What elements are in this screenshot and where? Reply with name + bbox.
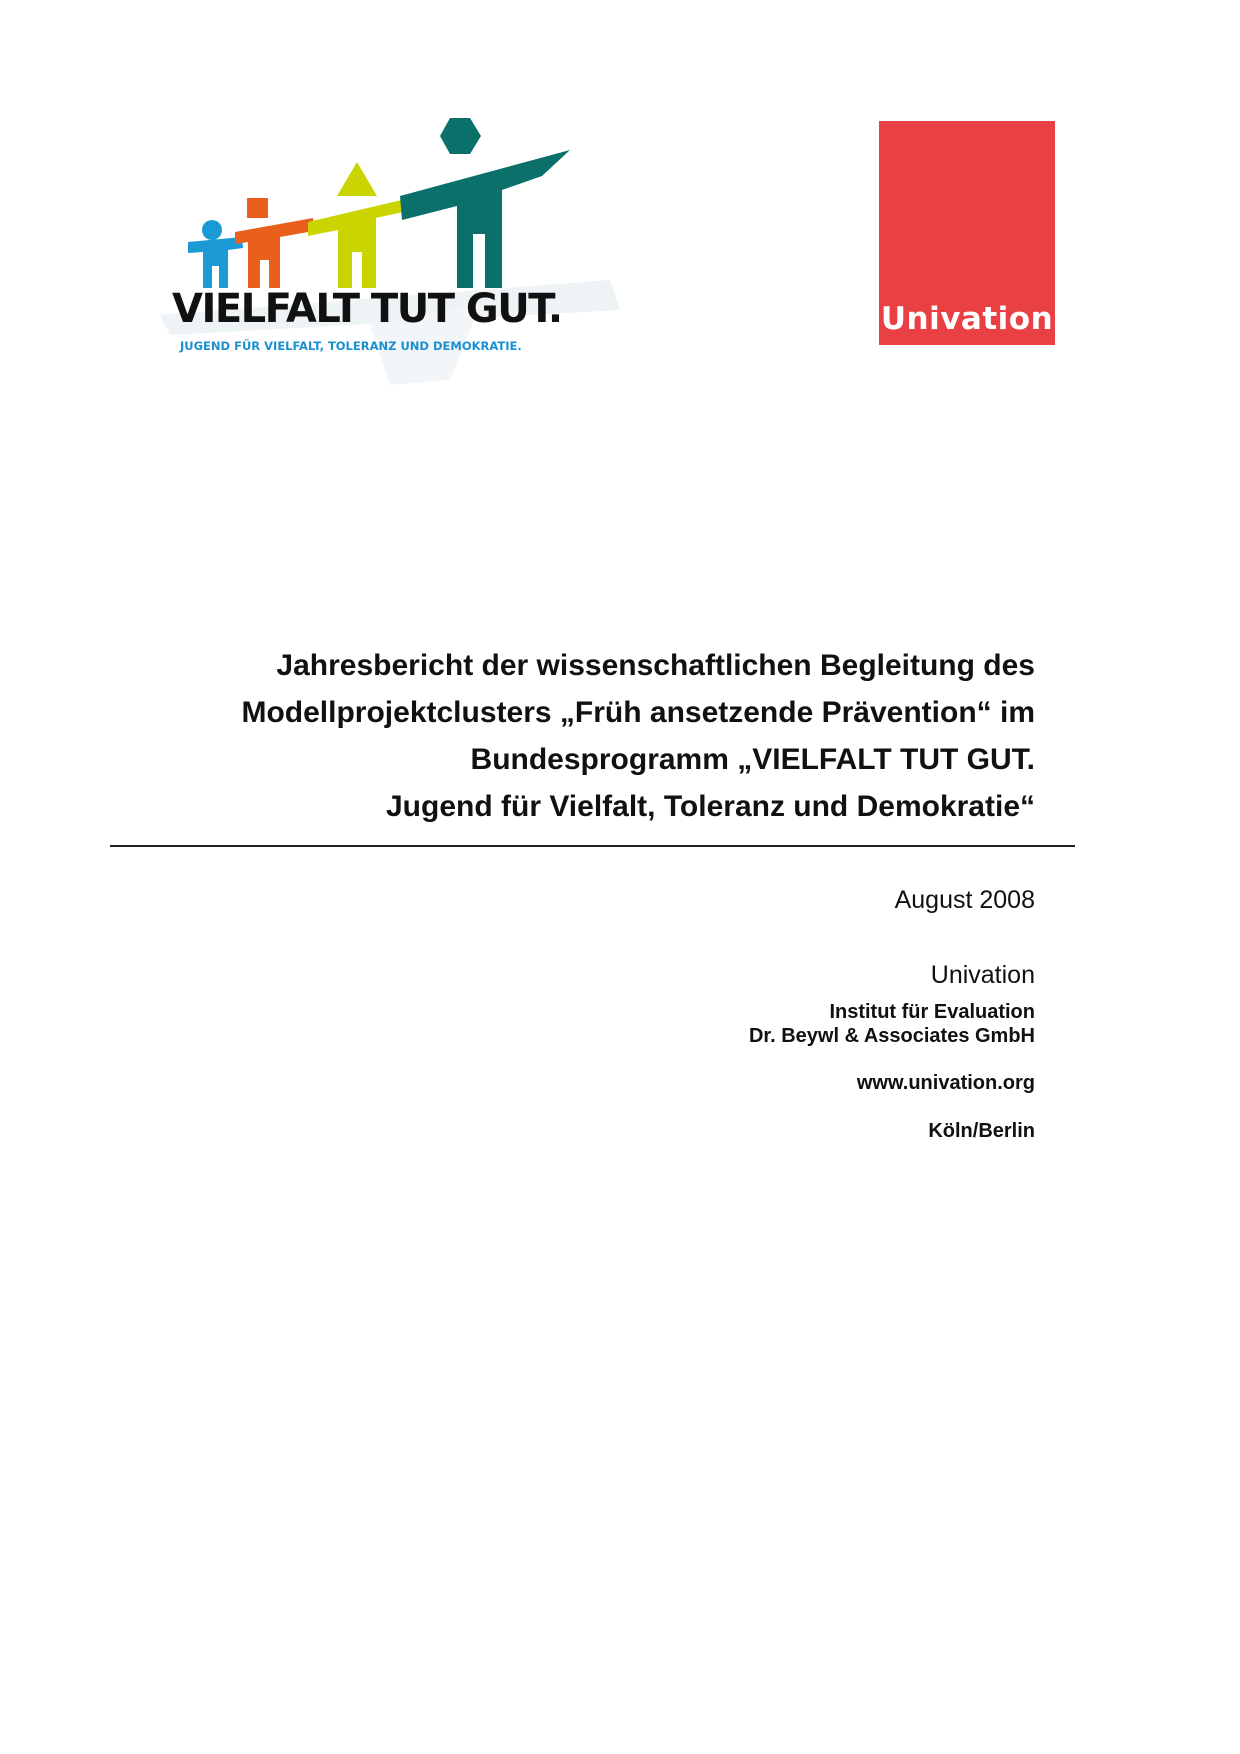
title-line: Jahresbericht der wissenschaftlichen Begleitung des bbox=[276, 649, 1035, 682]
vielfalt-tagline: JUGEND FÜR VIELFALT, TOLERANZ UND DEMOKRATIE. bbox=[180, 339, 522, 353]
univation-logo bbox=[879, 121, 1055, 345]
report-date: August 2008 bbox=[894, 886, 1035, 914]
teal-figure-icon bbox=[400, 118, 570, 288]
yellow-figure-icon bbox=[308, 162, 412, 288]
title-line: Jugend für Vielfalt, Toleranz und Demokratie“ bbox=[386, 790, 1035, 823]
organization-name: Univation bbox=[930, 961, 1035, 989]
title-line: Modellprojektclusters „Früh ansetzende Prävention“ im bbox=[241, 696, 1035, 729]
orange-figure-icon bbox=[235, 198, 314, 288]
company-name: Dr. Beywl & Associates GmbH bbox=[748, 1025, 1035, 1047]
report-title bbox=[120, 642, 1035, 830]
institute-block bbox=[600, 1000, 1035, 1048]
horizontal-divider bbox=[110, 845, 1075, 847]
institute-name: Institut für Evaluation bbox=[829, 1001, 1035, 1023]
website-link[interactable]: www.univation.org bbox=[856, 1072, 1035, 1094]
univation-logo-text: Univation bbox=[880, 301, 1054, 337]
title-line: Bundesprogramm „VIELFALT TUT GUT. bbox=[470, 743, 1035, 776]
vielfalt-tut-gut-logo bbox=[150, 110, 630, 400]
vielfalt-wordmark: VIELFALT TUT GUT. bbox=[172, 286, 562, 332]
blue-figure-icon bbox=[188, 220, 243, 288]
location: Köln/Berlin bbox=[928, 1120, 1035, 1142]
